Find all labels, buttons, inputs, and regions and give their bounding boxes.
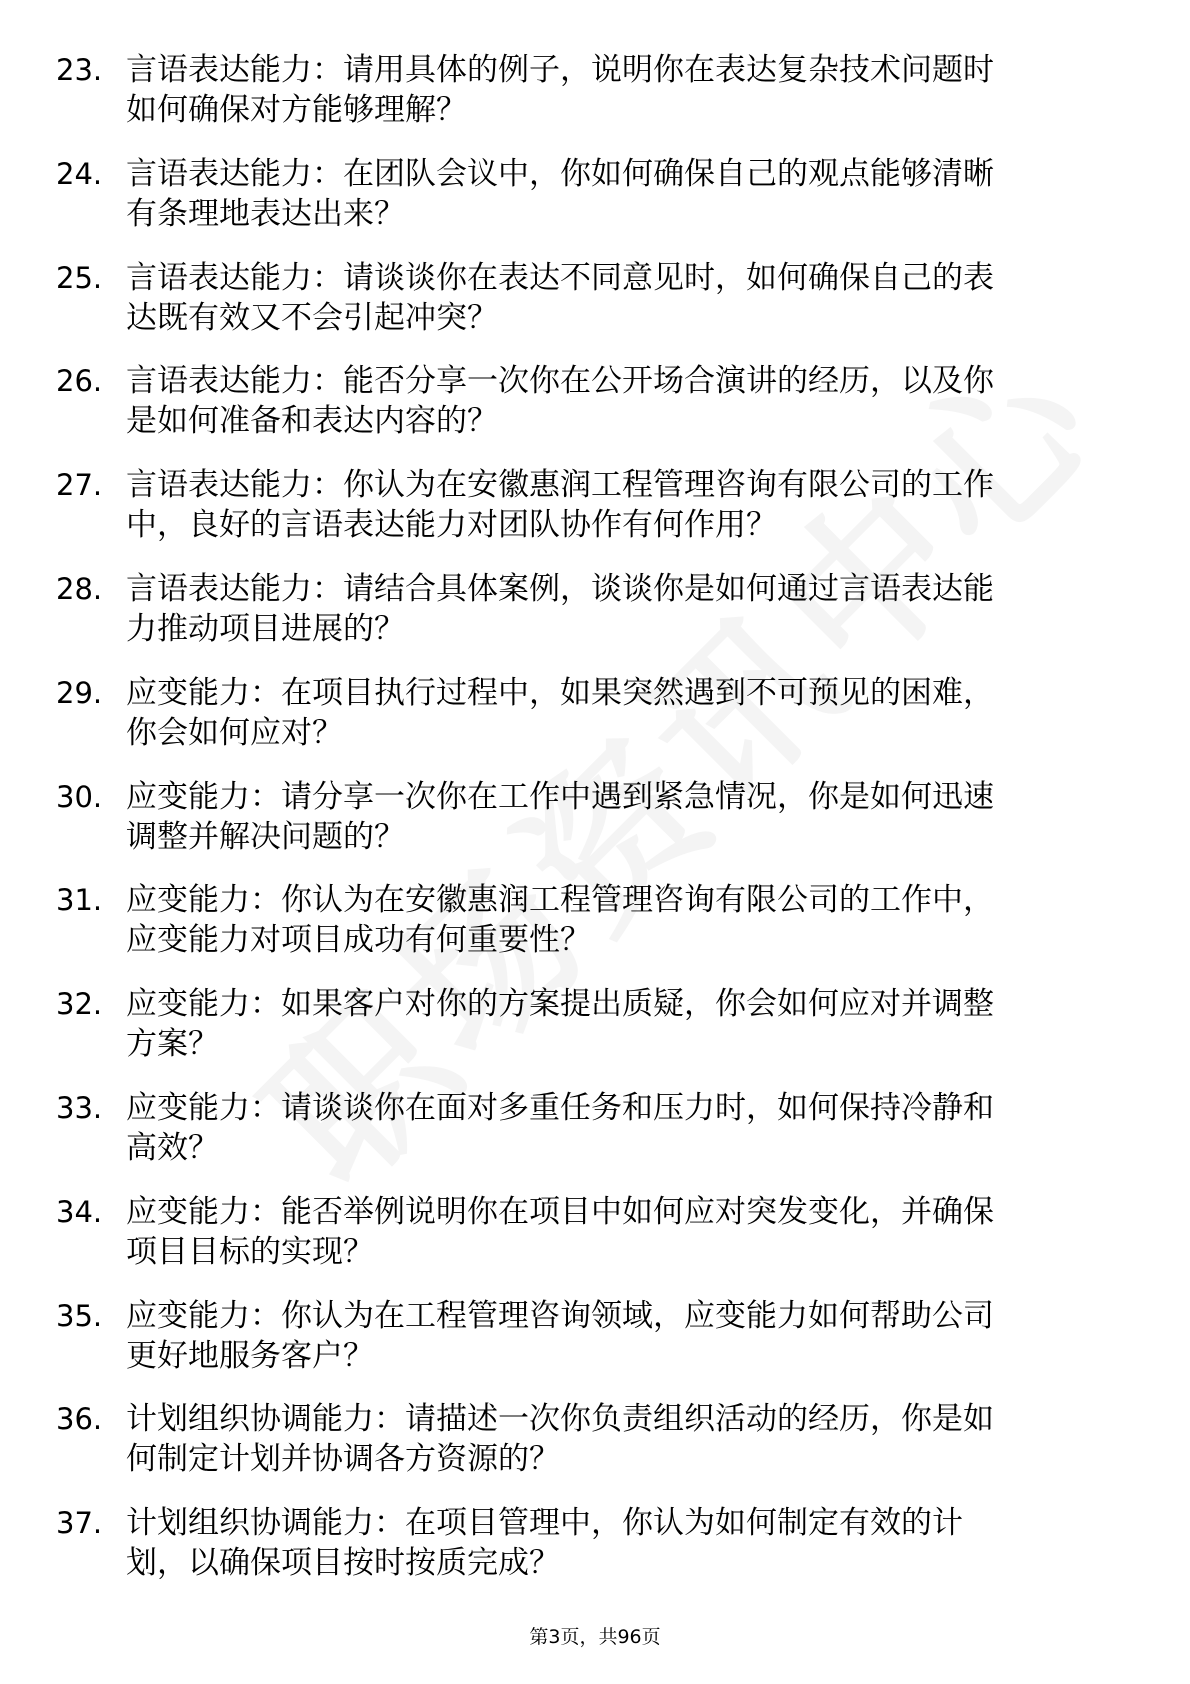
question-text bbox=[126, 569, 1116, 649]
question-item bbox=[0, 258, 1190, 362]
question-text-line: 计划组织协调能力：请描述一次你负责组织活动的经历，你是如 bbox=[126, 1401, 994, 1438]
question-text bbox=[126, 880, 1116, 960]
question-number: 29. bbox=[56, 675, 103, 710]
question-item bbox=[0, 984, 1190, 1088]
question-text-line: 如何确保对方能够理解？ bbox=[126, 92, 467, 128]
question-number: 33. bbox=[56, 1090, 103, 1125]
question-text-line: 项目目标的实现？ bbox=[126, 1233, 374, 1270]
question-item bbox=[0, 50, 1190, 154]
question-text-line: 你会如何应对？ bbox=[126, 714, 343, 751]
question-text-line: 有条理地表达出来？ bbox=[126, 195, 405, 232]
question-item bbox=[0, 673, 1190, 777]
question-text-line: 何制定计划并协调各方资源的？ bbox=[126, 1441, 560, 1478]
page-number-label: 第3页，共96页 bbox=[529, 1626, 661, 1648]
question-text-line: 调整并解决问题的？ bbox=[126, 818, 405, 855]
question-number: 28. bbox=[56, 571, 103, 606]
question-text bbox=[126, 50, 1116, 130]
question-text bbox=[126, 673, 1116, 753]
question-item bbox=[0, 361, 1190, 465]
question-text bbox=[126, 777, 1116, 857]
question-number: 26. bbox=[56, 364, 103, 399]
question-text-line: 言语表达能力：能否分享一次你在公开场合演讲的经历，以及你 bbox=[126, 363, 994, 400]
question-text bbox=[126, 1088, 1116, 1168]
question-item bbox=[0, 880, 1190, 984]
question-item bbox=[0, 1192, 1190, 1296]
question-number: 36. bbox=[56, 1402, 103, 1437]
question-number: 31. bbox=[56, 883, 103, 918]
question-text-line: 言语表达能力：请谈谈你在表达不同意见时，如何确保自己的表 bbox=[126, 259, 994, 296]
question-text-line: 是如何准备和表达内容的？ bbox=[126, 403, 498, 440]
question-text bbox=[126, 1399, 1116, 1479]
question-text bbox=[126, 361, 1116, 441]
question-text bbox=[126, 258, 1116, 338]
question-text-line: 中，良好的言语表达能力对团队协作有何作用？ bbox=[126, 507, 777, 544]
question-item bbox=[0, 1296, 1190, 1400]
question-number: 25. bbox=[56, 260, 103, 295]
question-item bbox=[0, 1088, 1190, 1192]
question-text bbox=[126, 154, 1116, 234]
question-text bbox=[126, 1192, 1116, 1272]
question-text-line: 言语表达能力：请结合具体案例，谈谈你是如何通过言语表达能 bbox=[126, 570, 994, 607]
page-footer bbox=[0, 1623, 1190, 1651]
question-number: 27. bbox=[56, 468, 103, 503]
question-list bbox=[0, 50, 1190, 1607]
question-text-line: 方案？ bbox=[126, 1026, 219, 1063]
question-text-line: 计划组织协调能力：在项目管理中，你认为如何制定有效的计 bbox=[126, 1505, 963, 1542]
question-number: 34. bbox=[56, 1194, 103, 1229]
question-text-line: 应变能力：你认为在工程管理咨询领域，应变能力如何帮助公司 bbox=[126, 1297, 994, 1334]
question-text-line: 划，以确保项目按时按质完成？ bbox=[126, 1545, 560, 1582]
question-number: 32. bbox=[56, 987, 103, 1022]
question-text-line: 应变能力：在项目执行过程中，如果突然遇到不可预见的困难， bbox=[126, 674, 994, 711]
question-text-line: 应变能力：请分享一次你在工作中遇到紧急情况，你是如何迅速 bbox=[126, 778, 994, 815]
question-text-line: 言语表达能力：请用具体的例子，说明你在表达复杂技术问题时 bbox=[126, 52, 994, 88]
question-text-line: 应变能力：请谈谈你在面对多重任务和压力时，如何保持冷静和 bbox=[126, 1089, 994, 1126]
question-text bbox=[126, 1296, 1116, 1376]
question-text-line: 应变能力对项目成功有何重要性？ bbox=[126, 922, 591, 959]
question-item bbox=[0, 1399, 1190, 1503]
question-number: 35. bbox=[56, 1298, 103, 1333]
question-item bbox=[0, 465, 1190, 569]
question-item bbox=[0, 1503, 1190, 1607]
question-number: 24. bbox=[56, 156, 103, 191]
question-number: 23. bbox=[56, 53, 103, 87]
question-item bbox=[0, 777, 1190, 881]
question-text-line: 言语表达能力：你认为在安徽惠润工程管理咨询有限公司的工作 bbox=[126, 467, 994, 504]
question-item bbox=[0, 569, 1190, 673]
question-text-line: 达既有效又不会引起冲突？ bbox=[126, 299, 498, 336]
question-text-line: 高效？ bbox=[126, 1129, 219, 1166]
question-text-line: 力推动项目进展的？ bbox=[126, 610, 405, 647]
question-text-line: 应变能力：能否举例说明你在项目中如何应对突发变化，并确保 bbox=[126, 1193, 994, 1230]
question-text-line: 言语表达能力：在团队会议中，你如何确保自己的观点能够清晰 bbox=[126, 155, 994, 192]
question-text bbox=[126, 1503, 1116, 1583]
question-number: 30. bbox=[56, 779, 103, 814]
question-text-line: 应变能力：你认为在安徽惠润工程管理咨询有限公司的工作中， bbox=[126, 882, 994, 919]
question-number: 37. bbox=[56, 1506, 103, 1541]
question-text-line: 更好地服务客户？ bbox=[126, 1337, 374, 1374]
question-item bbox=[0, 154, 1190, 258]
question-text-line: 应变能力：如果客户对你的方案提出质疑，你会如何应对并调整 bbox=[126, 986, 994, 1023]
question-text bbox=[126, 465, 1116, 545]
question-text bbox=[126, 984, 1116, 1064]
